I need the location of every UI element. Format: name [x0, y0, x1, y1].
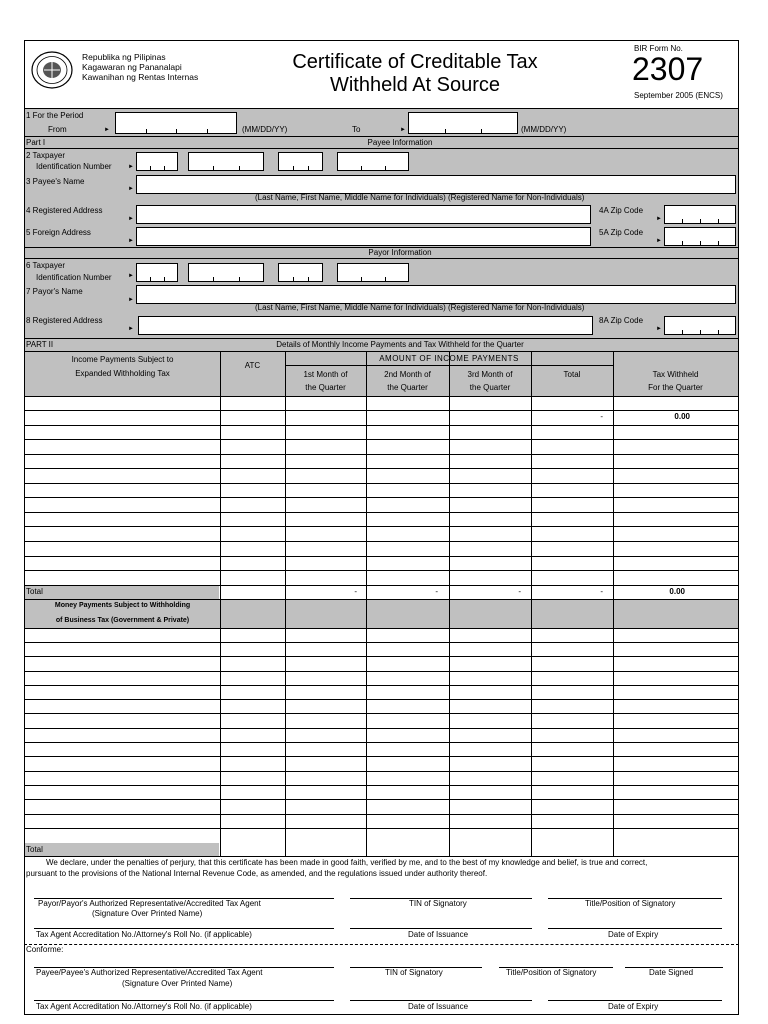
grid-line	[24, 468, 739, 469]
grid-line	[24, 556, 739, 557]
date-issuance-label: Date of Issuance	[408, 930, 469, 939]
payee-name-label: 3 Payee's Name	[26, 177, 85, 186]
grid-line	[24, 742, 739, 743]
grid-line	[24, 585, 739, 586]
grid-line	[24, 599, 739, 600]
period-to-label: To	[352, 125, 361, 134]
form-title-line-2: Withheld At Source	[329, 74, 501, 96]
payor-rep-label: Payor/Payor's Authorized Representative/Accredited Tax Agent	[38, 899, 261, 908]
payor-tin-field-4[interactable]	[337, 263, 409, 282]
col-month2-header-1: 2nd Month of	[384, 370, 431, 379]
arrow-right-icon: ►	[128, 273, 134, 279]
arrow-right-icon: ►	[400, 127, 406, 133]
field-divider	[308, 166, 309, 170]
col-total-header: Total	[563, 370, 581, 379]
grid-line	[24, 685, 739, 686]
grid-line	[24, 439, 739, 440]
arrow-right-icon: ►	[128, 164, 134, 170]
field-divider	[682, 330, 683, 334]
total-month3-value: -	[518, 587, 521, 596]
payee-address-field[interactable]	[136, 205, 591, 224]
foreign-address-field[interactable]	[136, 227, 591, 246]
field-divider	[481, 129, 482, 133]
field-divider	[718, 219, 719, 223]
grid-line	[449, 351, 450, 856]
grid-line	[24, 497, 739, 498]
col-tax-header-1: Tax Withheld	[652, 370, 699, 379]
date-expiry-label: Date of Expiry	[608, 930, 659, 939]
grid-line	[220, 351, 221, 856]
grid-line	[24, 713, 739, 714]
period-to-format: (MM/DD/YY)	[521, 125, 567, 134]
payor-heading: Payor Information	[368, 248, 432, 257]
payor-name-label: 7 Payor's Name	[26, 287, 83, 296]
grid-line	[24, 410, 739, 411]
payor-address-field[interactable]	[138, 316, 593, 335]
payor-tin-field-3[interactable]	[278, 263, 323, 282]
arrow-right-icon: ►	[128, 186, 134, 192]
grid-line	[24, 642, 739, 643]
grid-line	[24, 856, 739, 857]
part2-heading: Details of Monthly Income Payments and Tax Withheld for the Quarter	[276, 340, 524, 349]
grid-line	[613, 351, 614, 856]
date-expiry2-label: Date of Expiry	[608, 1002, 659, 1011]
col-income-header-2: Expanded Withholding Tax	[75, 369, 170, 378]
grid-line	[24, 425, 739, 426]
payor-name-field[interactable]	[136, 285, 736, 304]
payee-tin-field-1[interactable]	[136, 152, 178, 171]
payee-tin-label-2: Identification Number	[36, 162, 112, 171]
field-divider	[361, 166, 362, 170]
field-divider	[146, 129, 147, 133]
date-issuance2-label: Date of Issuance	[408, 1002, 469, 1011]
field-divider	[293, 277, 294, 281]
grid-line	[24, 628, 739, 629]
row1-tax-value: 0.00	[674, 412, 690, 421]
field-divider	[682, 219, 683, 223]
col-month3-header-2: the Quarter	[469, 383, 511, 392]
field-divider	[700, 219, 701, 223]
grid-line	[24, 728, 739, 729]
payee-rep-sublabel: (Signature Over Printed Name)	[122, 979, 233, 988]
payor-tin-field-2[interactable]	[188, 263, 264, 282]
form-number: 2307	[632, 51, 704, 87]
bir-seal-icon	[30, 50, 74, 90]
accreditation2-label: Tax Agent Accreditation No./Attorney's Roll No. (if applicable)	[36, 1002, 252, 1011]
col-tax-header-2: For the Quarter	[648, 383, 703, 392]
grid-line	[24, 756, 739, 757]
arrow-right-icon: ►	[128, 326, 134, 332]
title-signatory2-label: Title/Position of Signatory	[506, 968, 597, 977]
tin-signatory-label: TIN of Signatory	[409, 899, 467, 908]
tin-signatory2-label: TIN of Signatory	[385, 968, 443, 977]
amount-heading: AMOUNT OF INCOME PAYMENTS	[379, 354, 519, 363]
field-divider	[150, 277, 151, 281]
field-divider	[150, 166, 151, 170]
arrow-right-icon: ►	[128, 238, 134, 244]
grid-line	[24, 771, 739, 772]
payor-tin-field-1[interactable]	[136, 263, 178, 282]
field-divider	[293, 166, 294, 170]
grid-line	[24, 699, 739, 700]
zip-4a-label: 4A Zip Code	[599, 206, 644, 215]
field-divider	[176, 129, 177, 133]
field-divider	[213, 277, 214, 281]
field-divider	[700, 241, 701, 245]
part2-label: PART II	[26, 340, 54, 349]
zip-5a-label: 5A Zip Code	[599, 228, 644, 237]
total-tax-value: 0.00	[669, 587, 685, 596]
grid-line	[24, 454, 739, 455]
payor-tin-label: 6 Taxpayer	[26, 261, 65, 270]
payee-name-note: (Last Name, First Name, Middle Name for Individuals) (Registered Name for Non-Individuals)	[255, 193, 585, 202]
field-divider	[718, 330, 719, 334]
grid-line	[24, 526, 739, 527]
col-month2-header-2: the Quarter	[387, 383, 428, 392]
field-divider	[700, 330, 701, 334]
col-income-header-1: Income Payments Subject to	[71, 355, 174, 364]
date-signed-label: Date Signed	[649, 968, 694, 977]
payee-heading: Payee Information	[367, 138, 433, 147]
declaration-line-2: pursuant to the provisions of the National Internal Revenue Code, as amended, and the regulations issued under authority thereof.	[26, 869, 488, 878]
payor-address-label: 8 Registered Address	[26, 316, 103, 325]
total-total-value: -	[600, 587, 603, 596]
total-row-shade	[25, 585, 219, 599]
payee-tin-field-2[interactable]	[188, 152, 264, 171]
zip-8a-label: 8A Zip Code	[599, 316, 644, 325]
form-title-line-1: Certificate of Creditable Tax	[292, 51, 538, 73]
payor-name-note: (Last Name, First Name, Middle Name for Individuals) (Registered Name for Non-Individuals)	[255, 303, 585, 312]
field-divider	[239, 166, 240, 170]
grid-line	[366, 351, 367, 856]
payee-tin-field-3[interactable]	[278, 152, 323, 171]
field-divider	[385, 166, 386, 170]
col-month1-header-2: the Quarter	[305, 383, 346, 392]
payee-address-label: 4 Registered Address	[26, 206, 103, 215]
title-signatory-label: Title/Position of Signatory	[585, 899, 676, 908]
field-divider	[239, 277, 240, 281]
field-divider	[308, 277, 309, 281]
period-label: 1 For the Period	[26, 111, 84, 120]
col-month1-header-1: 1st Month of	[303, 370, 348, 379]
payor-tin-label-2: Identification Number	[36, 273, 112, 282]
declaration-line-1: We declare, under the penalties of perjury, that this certificate has been made in good faith, verified by me, and to the best of my knowledge and belief, is true and correct,	[46, 858, 648, 867]
grid-line	[24, 828, 739, 829]
period-from-label: From	[48, 125, 67, 134]
field-divider	[361, 277, 362, 281]
grid-line	[24, 656, 739, 657]
field-divider	[385, 277, 386, 281]
agency-line-2: Kagawaran ng Pananalapi	[82, 62, 182, 72]
payee-name-field[interactable]	[136, 175, 736, 194]
field-divider	[164, 166, 165, 170]
field-divider	[207, 129, 208, 133]
field-divider	[682, 241, 683, 245]
grid-line	[285, 351, 286, 856]
period-from-format: (MM/DD/YY)	[242, 125, 288, 134]
grid-line	[24, 814, 739, 815]
row1-total-value: -	[600, 412, 603, 421]
total2-row-shade	[25, 843, 219, 856]
grid-line	[24, 396, 739, 397]
arrow-right-icon: ►	[656, 216, 662, 222]
payor-rep-sublabel: (Signature Over Printed Name)	[92, 909, 203, 918]
agency-line-1: Republika ng Pilipinas	[82, 52, 166, 62]
payee-rep-label: Payee/Payee's Authorized Representative/Accredited Tax Agent	[36, 968, 263, 977]
grid-line	[24, 671, 739, 672]
field-divider	[445, 129, 446, 133]
arrow-right-icon: ►	[656, 326, 662, 332]
grid-line	[531, 351, 532, 856]
grid-line	[24, 512, 739, 513]
form-date: September 2005 (ENCS)	[634, 91, 723, 100]
grid-line	[24, 799, 739, 800]
col-month3-header-1: 3rd Month of	[467, 370, 513, 379]
field-divider	[213, 166, 214, 170]
grid-line	[24, 483, 739, 484]
payee-tin-field-4[interactable]	[337, 152, 409, 171]
total-label: Total	[26, 587, 43, 596]
money-heading-1: Money Payments Subject to Withholding	[54, 602, 191, 609]
agency-line-3: Kawanihan ng Rentas Internas	[82, 72, 199, 82]
money-heading-2: of Business Tax (Government & Private)	[55, 617, 190, 624]
accreditation-label: Tax Agent Accreditation No./Attorney's Roll No. (if applicable)	[36, 930, 252, 939]
arrow-right-icon: ►	[656, 238, 662, 244]
foreign-address-label: 5 Foreign Address	[26, 228, 91, 237]
period-to-field[interactable]	[408, 112, 518, 134]
arrow-right-icon: ►	[128, 297, 134, 303]
field-divider	[164, 277, 165, 281]
grid-line	[24, 785, 739, 786]
arrow-right-icon: ►	[128, 216, 134, 222]
field-divider	[718, 241, 719, 245]
col-atc-header: ATC	[244, 361, 261, 370]
grid-line	[24, 541, 739, 542]
total-month1-value: -	[354, 587, 357, 596]
form-number-label: BIR Form No.	[634, 44, 683, 53]
total2-label: Total	[26, 845, 43, 854]
part1-label: Part I	[26, 138, 46, 147]
grid-line	[24, 570, 739, 571]
total-month2-value: -	[435, 587, 438, 596]
conforme-label: Conforme:	[26, 945, 64, 954]
payee-tin-label: 2 Taxpayer	[26, 151, 65, 160]
arrow-right-icon: ►	[104, 127, 110, 133]
